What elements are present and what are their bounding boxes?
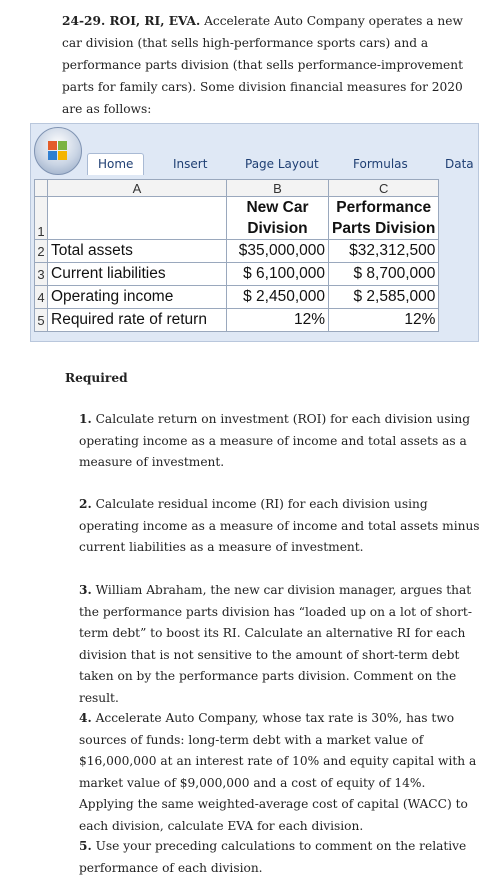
row-header-3[interactable]: 3 xyxy=(35,263,48,286)
question-number: 2. xyxy=(79,497,92,511)
cell-a5[interactable]: Required rate of return xyxy=(48,309,227,332)
question-4 xyxy=(79,708,483,837)
question-text: Calculate residual income (RI) for each division using operating income as a measure of income and total assets minus current liabilities as a measure of investment. xyxy=(79,497,480,554)
row-header-2[interactable]: 2 xyxy=(35,240,48,263)
cell-c3[interactable]: $ 8,700,000 xyxy=(329,263,439,286)
tab-page-layout[interactable]: Page Layout xyxy=(245,157,319,171)
cell-b2[interactable]: $35,000,000 xyxy=(227,240,329,263)
cell-a4[interactable]: Operating income xyxy=(48,286,227,309)
required-heading: Required xyxy=(65,371,128,385)
cell-c4[interactable]: $ 2,585,000 xyxy=(329,286,439,309)
row-header-1[interactable]: 1 xyxy=(35,197,48,240)
data-grid xyxy=(34,179,439,332)
corner-cell[interactable] xyxy=(35,180,48,197)
cell-b5[interactable]: 12% xyxy=(227,309,329,332)
problem-intro xyxy=(62,10,472,120)
tab-insert[interactable]: Insert xyxy=(173,157,208,171)
question-text: William Abraham, the new car division manager, argues that the performance parts division has “loaded up on a lot of short-term debt” to boost its RI. Calculate an alternative RI for each division that is not sensitive to the amount of short-term debt taken on by the performance parts division. Comment on the result. xyxy=(79,583,472,705)
header-b-line2: Division xyxy=(247,220,308,237)
header-c-line1: Performance xyxy=(336,199,432,216)
header-b-line1: New Car xyxy=(246,199,309,216)
question-text: Accelerate Auto Company, whose tax rate is 30%, has two sources of funds: long-term debt with a market value of $16,000,000 at an interest rate of 10% and equity capital with a market value of $9,000,000 and a cost of equity of 14%. Applying the same weighted-average cost of capital (WACC) to each division, calculate EVA for each division. xyxy=(79,711,477,833)
tab-data[interactable]: Data xyxy=(445,157,474,171)
col-header-c[interactable]: C xyxy=(329,180,439,197)
row-header-4[interactable]: 4 xyxy=(35,286,48,309)
office-button[interactable] xyxy=(34,127,82,175)
cell-a1[interactable] xyxy=(48,197,227,240)
cell-a3[interactable]: Current liabilities xyxy=(48,263,227,286)
col-header-a[interactable]: A xyxy=(48,180,227,197)
problem-text: Accelerate Auto Company operates a new car division (that sells high-performance sports cars) and a performance parts division (that sells performance-improvement parts for family cars). Some division financial measures for 2020 are as follows: xyxy=(62,14,464,116)
question-number: 3. xyxy=(79,583,92,597)
question-text: Calculate return on investment (ROI) for each division using operating income as a measure of income and total assets as a measure of investment. xyxy=(79,412,470,469)
ribbon-tabs xyxy=(87,153,477,177)
cell-c1[interactable] xyxy=(329,197,439,240)
question-number: 5. xyxy=(79,839,92,853)
spreadsheet-image xyxy=(30,123,479,342)
question-number: 4. xyxy=(79,711,92,725)
cell-b1[interactable] xyxy=(227,197,329,240)
problem-heading: 24-29. ROI, RI, EVA. xyxy=(62,14,201,28)
cell-b4[interactable]: $ 2,450,000 xyxy=(227,286,329,309)
question-1 xyxy=(79,409,483,474)
question-number: 1. xyxy=(79,412,92,426)
cell-c2[interactable]: $32,312,500 xyxy=(329,240,439,263)
tab-home[interactable]: Home xyxy=(87,153,144,175)
question-text: Use your preceding calculations to comment on the relative performance of each division. xyxy=(79,839,467,875)
cell-b3[interactable]: $ 6,100,000 xyxy=(227,263,329,286)
cell-a2[interactable]: Total assets xyxy=(48,240,227,263)
question-3 xyxy=(79,580,483,709)
col-header-b[interactable]: B xyxy=(227,180,329,197)
question-2 xyxy=(79,494,483,559)
row-header-5[interactable]: 5 xyxy=(35,309,48,332)
question-5 xyxy=(79,836,483,879)
header-c-line2: Parts Division xyxy=(332,220,436,237)
office-logo-icon xyxy=(48,141,68,161)
cell-c5[interactable]: 12% xyxy=(329,309,439,332)
tab-formulas[interactable]: Formulas xyxy=(353,157,408,171)
